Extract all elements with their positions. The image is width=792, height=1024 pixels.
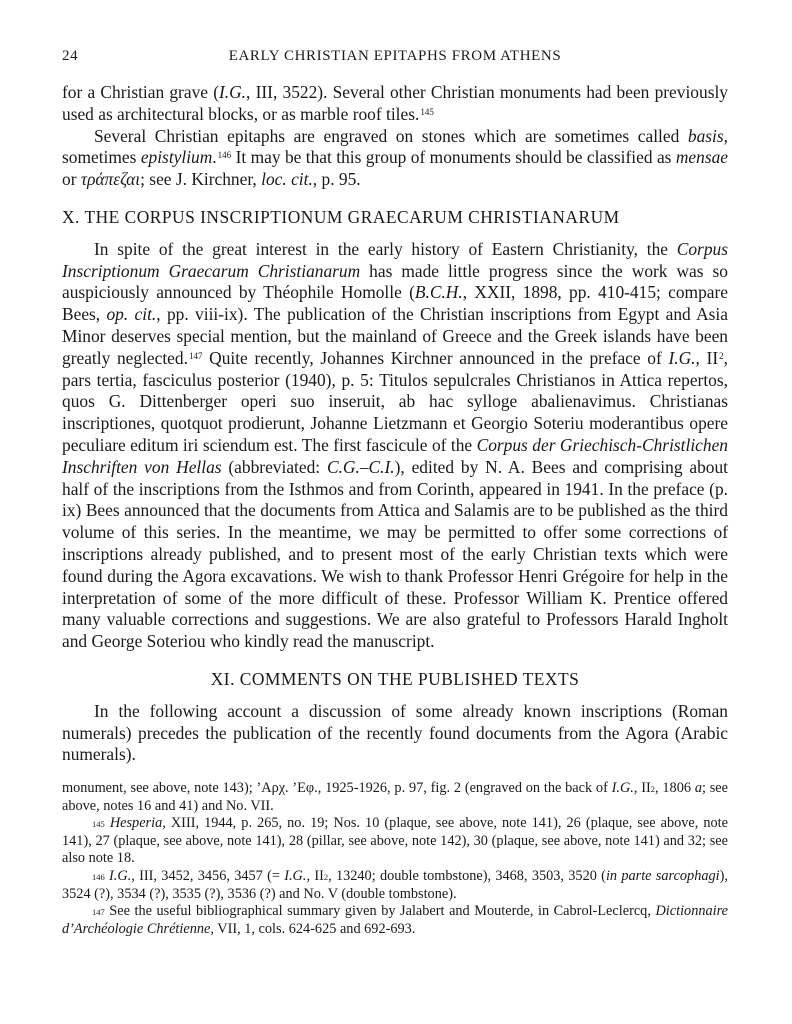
section-heading-x: X. THE CORPUS INSCRIPTIONUM GRAECARUM CHRISTIANARUM	[62, 206, 620, 227]
footnote-ref-145[interactable]: 145	[420, 106, 434, 117]
footnote-147: $^{147}$ See the useful bibliographical summary given by Jalabert and Mouterde, in Cabrol-Leclercq, Dictionnaire d’Archéologie Chrétienne, VII, 1, cols. 624-625 and 692-693.	[62, 903, 728, 937]
footnote-146: $^{146}$ I.G., III, 3452, 3456, 3457 (= I.G., II$^2$, 13240; double tombstone), 3468, 3503, 3520 (in parte sarcophagi), 3524 (?), 3534 (?), 3535 (?), 3536 (?) and No. V (double tombstone).	[62, 868, 728, 902]
footnote-continuation: monument, see above, note 143); ’Αρχ. ’Εφ., 1925-1926, p. 97, fig. 2 (engraved on the back of I.G., II$^2$, 1806 a; see above, notes 16 and 41) and No. VII.	[62, 780, 728, 814]
running-head	[62, 48, 728, 70]
page	[62, 48, 728, 938]
footnote-mark-147: 147	[92, 907, 105, 918]
paragraph-basis: Several Christian epitaphs are engraved on stones which are sometimes called basis, sometimes epistylium.$^{146}$ It may be that this group of monuments should be classified as mensae or τράπεζαι; see J. Kirchner, loc. cit., p. 95.	[62, 125, 729, 190]
footnote-ref-147[interactable]: 147	[188, 350, 203, 361]
footnote-ref-146[interactable]: 146	[217, 150, 232, 161]
paragraph-corpus: In spite of the great interest in the early history of Eastern Christianity, the Corpus Inscriptionum Graecarum Christianarum has made little progress since the work was so auspiciously announced by Théophile Homolle (B.C.H., XXII, 1898, pp. 410-415; compare Bees, op. cit., pp. viii-ix). The publication of the Christian inscriptions from Egypt and Asia Minor deserves special mention, but the mainland of Greece and the Greek islands have been greatly neglected.$^{147}$ Quite recently, Johannes Kirchner announced in the preface of I.G., II$^2$, pars tertia, fasciculus posterior (1940), p. 5: Titulos sepulcrales Christianos in Attica repertos, quos G. Dittenberger operi suo inseruit, ab hac sylloge abalienavimus. Christianas inscriptiones, quotquot prodierunt, Johanne Lietzmann et Georgio Soteriu moderantibus opere peculiare editum iri sciendum est. The first fascicule of the Corpus der Griechisch-Christlichen Inschriften von Hellas (abbreviated: C.G.–C.I.), edited by N. A. Bees and comprising about half of the inscriptions from the Isthmos and from Corinth, appeared in 1941. In the preface (p. ix) Bees announced that the documents from Attica and Salamis are to be published as the third volume of this series. In the meantime, we may be permitted to offer some corrections of inscriptions already published, and to present most of the early Christian texts which were found during the Agora excavations. We wish to thank Professor Henri Grégoire for help in the interpretation of some of the more difficult of these. Professor William K. Prentice offered many valuable corrections and suggestions. We are also grateful to Professors Harald Ingholt and George Soteriou who kindly read the manuscript.	[62, 238, 729, 652]
footnotes	[62, 780, 728, 938]
body-text	[62, 82, 728, 766]
footnote-mark-146: 146	[92, 872, 105, 883]
section-heading-xi: XI. COMMENTS ON THE PUBLISHED TEXTS	[210, 668, 580, 689]
footnote-mark-145: 145	[92, 819, 105, 830]
page-number: 24	[62, 48, 79, 64]
running-title: EARLY CHRISTIAN EPITAPHS FROM ATHENS	[228, 48, 562, 64]
paragraph-top: for a Christian grave (I.G., III, 3522). Several other Christian monuments had been previously used as architectural blocks, or as marble roof tiles.$^{145}$	[62, 82, 728, 124]
footnote-145: $^{145}$ Hesperia, XIII, 1944, p. 265, no. 19; Nos. 10 (plaque, see above, note 141), 26 (plaque, see above, note 141), 27 (plaque, see above, note 141), 28 (pillar, see above, note 142), 30 (plaque, see above, note 141) and 32; see also note 18.	[62, 815, 728, 867]
paragraph-comments: In the following account a discussion of some already known inscriptions (Roman numerals) precedes the publication of the recently found documents from the Agora (Arabic numerals).	[62, 700, 728, 765]
